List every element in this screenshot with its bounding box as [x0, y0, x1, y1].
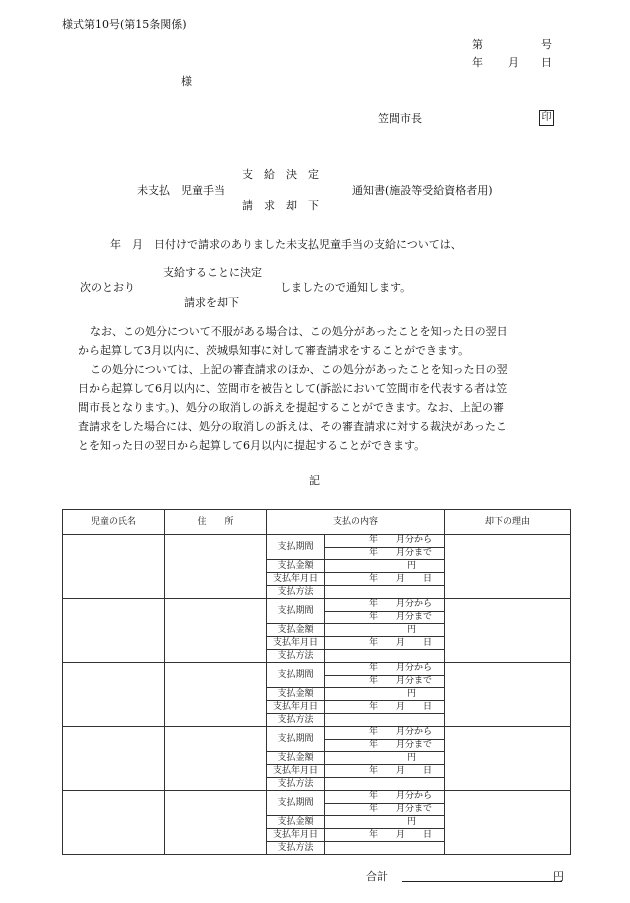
table-body	[63, 535, 571, 855]
amount-label: 支払金額	[267, 688, 325, 701]
title-document-type: 通知書(施設等受給資格者用)	[352, 184, 493, 197]
header-payment-content: 支払の内容	[267, 510, 445, 535]
total-label: 合計	[366, 870, 388, 883]
table-row	[63, 599, 571, 612]
amount-value[interactable]: 円	[325, 816, 445, 829]
amount-label: 支払金額	[267, 624, 325, 637]
date-value[interactable]: 年 月 日	[325, 701, 445, 714]
method-value[interactable]	[325, 842, 445, 855]
issuer-mayor: 笠間市長	[378, 112, 422, 125]
total-amount-field[interactable]	[402, 881, 562, 882]
amount-label: 支払金額	[267, 560, 325, 573]
date-label: 支払年月日	[267, 765, 325, 778]
decision-suffix: しましたので通知します。	[280, 281, 412, 294]
rejection-reason-cell[interactable]	[445, 727, 571, 791]
period-label: 支払期間	[267, 727, 325, 752]
child-name-cell[interactable]	[63, 599, 165, 663]
paragraph-line: 間市長となります。)、処分の取消しの訴えを提起することができます。なお、上記の審	[78, 401, 505, 414]
lawsuit-paragraph	[78, 360, 568, 455]
paragraph-line: この処分については、上記の審査請求のほか、この処分があったことを知った日の翌	[90, 363, 508, 376]
period-label: 支払期間	[267, 535, 325, 560]
paragraph-line: とを知った日の翌日から起算して6月以内に提起することができます。	[78, 439, 426, 452]
method-value[interactable]	[325, 650, 445, 663]
period-to-value[interactable]: 年 月分まで	[325, 803, 445, 816]
header-rejection-reason: 却下の理由	[445, 510, 571, 535]
intro-sentence: 年 月 日付けで請求のありました未支払児童手当の支給については、	[110, 238, 462, 251]
method-value[interactable]	[325, 586, 445, 599]
paragraph-line: から起算して3月以内に、茨城県知事に対して審査請求をすることができます。	[78, 344, 470, 357]
recipient-honorific: 様	[181, 75, 192, 88]
period-from-value[interactable]: 年 月分から	[325, 727, 445, 740]
address-cell[interactable]	[165, 599, 267, 663]
period-from-value[interactable]: 年 月分から	[325, 791, 445, 804]
date-value[interactable]: 年 月 日	[325, 637, 445, 650]
method-label: 支払方法	[267, 778, 325, 791]
paragraph-line: 日から起算して6月以内に、笠間市を被告として(訴訟において笠間市を代表する者は笠	[78, 382, 508, 395]
date-label: 支払年月日	[267, 829, 325, 842]
amount-value[interactable]: 円	[325, 688, 445, 701]
address-cell[interactable]	[165, 663, 267, 727]
rejection-reason-cell[interactable]	[445, 791, 571, 855]
date-label: 支払年月日	[267, 701, 325, 714]
method-label: 支払方法	[267, 586, 325, 599]
period-to-value[interactable]: 年 月分まで	[325, 675, 445, 688]
paragraph-line: 査請求をした場合には、処分の取消しの訴えは、その審査請求に対する裁決があったこ	[78, 420, 507, 433]
period-from-value[interactable]: 年 月分から	[325, 663, 445, 676]
appeal-paragraph	[78, 322, 568, 360]
title-option-reject: 請 求 却 下	[242, 199, 319, 212]
rejection-reason-cell[interactable]	[445, 535, 571, 599]
decision-lead: 次のとおり	[80, 281, 135, 294]
header-child-name: 児童の氏名	[63, 510, 165, 535]
child-name-cell[interactable]	[63, 663, 165, 727]
address-cell[interactable]	[165, 535, 267, 599]
total-yen-unit: 円	[553, 870, 564, 883]
date-day-label: 日	[541, 56, 552, 69]
amount-value[interactable]: 円	[325, 560, 445, 573]
period-from-value[interactable]: 年 月分から	[325, 535, 445, 548]
amount-label: 支払金額	[267, 752, 325, 765]
address-cell[interactable]	[165, 727, 267, 791]
address-cell[interactable]	[165, 791, 267, 855]
child-name-cell[interactable]	[63, 727, 165, 791]
period-from-value[interactable]: 年 月分から	[325, 599, 445, 612]
amount-value[interactable]: 円	[325, 624, 445, 637]
child-name-cell[interactable]	[63, 535, 165, 599]
child-name-cell[interactable]	[63, 791, 165, 855]
official-seal: 印	[539, 110, 554, 126]
method-label: 支払方法	[267, 842, 325, 855]
method-value[interactable]	[325, 714, 445, 727]
date-label: 支払年月日	[267, 637, 325, 650]
period-label: 支払期間	[267, 663, 325, 688]
date-value[interactable]: 年 月 日	[325, 573, 445, 586]
title-subject: 未支払 児童手当	[137, 184, 225, 197]
table-row	[63, 663, 571, 676]
form-number: 様式第10号(第15条関係)	[62, 18, 187, 31]
record-heading: 記	[309, 474, 320, 487]
decision-option-reject: 請求を却下	[184, 296, 239, 309]
period-label: 支払期間	[267, 791, 325, 816]
document-number-suffix: 号	[541, 38, 552, 51]
date-value[interactable]: 年 月 日	[325, 829, 445, 842]
rejection-reason-cell[interactable]	[445, 663, 571, 727]
period-to-value[interactable]: 年 月分まで	[325, 739, 445, 752]
date-year-label: 年	[472, 56, 483, 69]
document-number-prefix: 第	[472, 38, 483, 51]
payment-details-table	[62, 509, 571, 855]
date-value[interactable]: 年 月 日	[325, 765, 445, 778]
method-value[interactable]	[325, 778, 445, 791]
period-to-value[interactable]: 年 月分まで	[325, 547, 445, 560]
table-row	[63, 727, 571, 740]
rejection-reason-cell[interactable]	[445, 599, 571, 663]
method-label: 支払方法	[267, 650, 325, 663]
date-label: 支払年月日	[267, 573, 325, 586]
table-header-row	[63, 510, 571, 535]
paragraph-line: なお、この処分について不服がある場合は、この処分があったことを知った日の翌日	[90, 325, 508, 338]
period-label: 支払期間	[267, 599, 325, 624]
table-row	[63, 535, 571, 548]
period-to-value[interactable]: 年 月分まで	[325, 611, 445, 624]
amount-value[interactable]: 円	[325, 752, 445, 765]
decision-option-approve: 支給することに決定	[163, 266, 262, 279]
table-row	[63, 791, 571, 804]
method-label: 支払方法	[267, 714, 325, 727]
date-month-label: 月	[508, 56, 519, 69]
header-address: 住 所	[165, 510, 267, 535]
amount-label: 支払金額	[267, 816, 325, 829]
title-option-approve: 支 給 決 定	[242, 168, 319, 181]
